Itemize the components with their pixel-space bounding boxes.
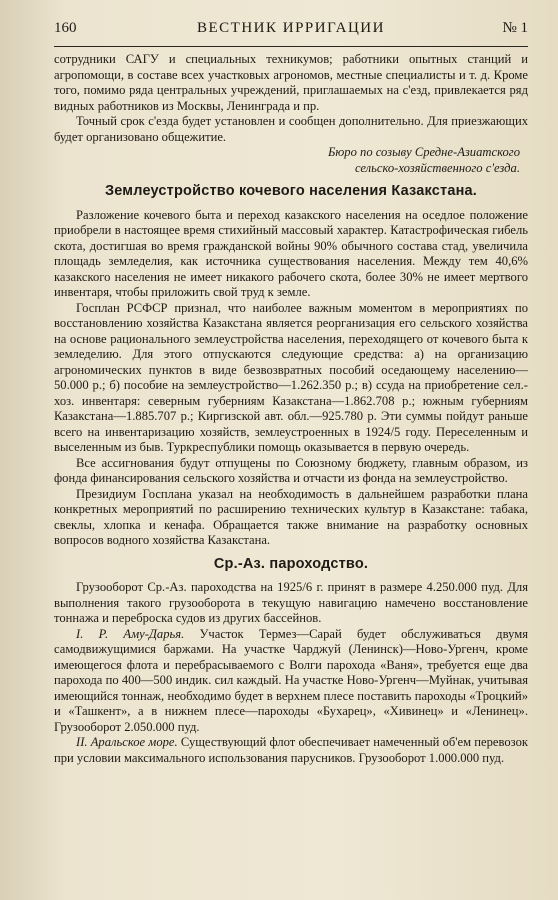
issue-number: № 1: [502, 20, 528, 36]
running-header: [54, 18, 528, 47]
intro-paragraph: Точный срок с'езда будет установлен и сообщен дополнительно. Для приезжающих будет организовано общежитие.: [54, 114, 528, 144]
subsection-label: I. Р. Аму-Дарья.: [76, 626, 185, 641]
subsection-text: Участок Термез—Сарай будет обслуживаться двумя самодвижущимися баржами. На участке Чарджуй (Ленинск)—Ново-Ургенч, кроме имеющегося флота и перебрасываемого с Волги парохода «Ваня», требуется еще два парохода по 400—500 индик. сил каждый. На участке Ново-Ургенч—Муйнак, учитывая имеющийся тоннаж, необходимо будет в верхнем плесе поставить пароходы «Троцкий» и «Ташкент», а в нижнем плесе—пароходы «Бухарец», «Хивинец» и «Ленинец». Грузооборот 2.050.000 пуд.: [54, 626, 528, 734]
signature-line: Бюро по созыву Средне-Азиатского: [327, 145, 520, 159]
section-paragraph: Все ассигнования будут отпущены по Союзному бюджету, главным образом, из фонда финансирования сельского хозяйства и отчасти из фонда на землеустройство.: [54, 455, 528, 485]
section-heading-shipping: Ср.-Аз. пароходство.: [213, 555, 369, 572]
section-paragraph: Грузооборот Ср.-Аз. пароходства на 1925/6 г. принят в размере 4.250.000 пуд. Для выполнения такого грузооборота в текущую навигацию намечено восстановление тоннажа и переброска судов из других бассейнов.: [54, 580, 528, 625]
section-paragraph: [54, 735, 528, 766]
subsection-text: Существующий флот обеспечивает намеченный об'ем перевозок при условии максимального использования парусников. Грузооборот 1.000.000 пуд.: [54, 735, 528, 765]
subsection-label: II. Аральское море.: [76, 735, 178, 749]
article-body: [54, 52, 528, 766]
journal-title: ВЕСТНИК ИРРИГАЦИИ: [197, 20, 385, 36]
section-paragraph: Президиум Госплана указал на необходимость в дальнейшем разработки плана конкретных мероприятий по расширению технических культур в Казакстане: табака, свеклы, хлопка и кенафа. Обращается также внимание на разработку основных вопросов водного хозяйства Казакстана.: [54, 486, 528, 547]
section-paragraph: [54, 627, 528, 736]
page-number: 160: [54, 20, 77, 36]
section-heading-kazakhstan: Землеустройство кочевого населения Казакстана.: [104, 183, 478, 199]
intro-paragraph: сотрудники САГУ и специальных техникумов; работники опытных станций и агропомощи, в составе всех участковых агрономов, местные специалисты и т. д. Кроме того, помимо ряда центральных учреждений, приглашаемых на с'езд, привлекается ряд видных работников из Москвы, Ленинграда и пр.: [54, 52, 528, 113]
signature-line: сельско-хозяйственного с'езда.: [354, 160, 520, 175]
section-paragraph: Разложение кочевого быта и переход казакского населения на оседлое положение приобрели в настоящее время стихийный массовый характер. Катастрофическая гибель скота, достигшая во время гражданской войны 90% обычного состава стад, увеличила площадь земледелия, как источника существования населения. Между тем 40,6% казакского населения не имеет никакого рабочего скота, более 30% не имеет мертвого инвентаря, чтобы приложить свой труд к земле.: [54, 207, 528, 299]
signature-block: [54, 145, 520, 176]
section-paragraph: Госплан РСФСР признал, что наиболее важным моментом в мероприятиях по восстановлению хозяйства Казакстана является реорганизация его сельского хозяйства на основе рационального землеустройства населения, переходящего от кочевого быта к земледелию. Для этого отпускаются следующие средства: а) на организацию агрономических пунктов в виде безвозвратных пособий оседающему населению—50.000 р.; б) пособие на землеустройство—1.262.350 р.; в) ссуда на приобретение сел.-хоз. инвентаря: северным губерниям Казакстана—1.862.708 р.; южным губерниям Казакстана—1.885.707 р.; Киргизской авт. обл.—925.780 р. Эти суммы пойдут раньше всего на инвентаризацию хозяйств, землеустроенных в 1924/5 году. Переселенным и выселенным из быв. Туркреспублики помощь оказывается в первую очередь.: [54, 300, 528, 454]
